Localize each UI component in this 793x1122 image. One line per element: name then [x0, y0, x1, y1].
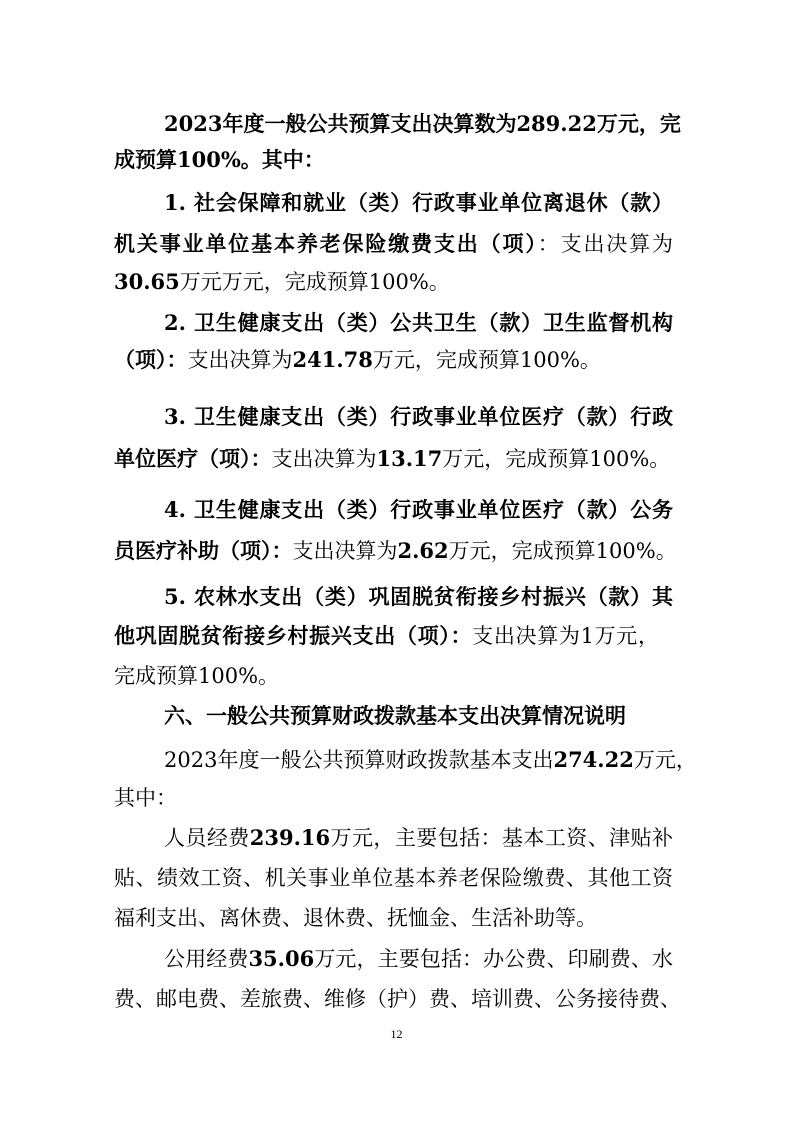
text-run: 费、邮电费、差旅费、维修（护）费、培训费、公务接待费、 — [114, 987, 681, 1011]
text-line — [114, 784, 177, 812]
text-run: 福利支出、离休费、退休费、抚恤金、生活补助等。 — [114, 906, 597, 930]
text-run: 单位医疗（项）： — [114, 446, 272, 471]
text-run: 万元，完成预算100%。 — [448, 539, 677, 563]
text-run: 完成预算100%。 — [114, 664, 280, 688]
page-number: 12 — [390, 1027, 403, 1041]
text-run: 2. 卫生健康支出（类）公共卫生（款）卫生监督机构 — [164, 310, 673, 335]
text-run: 3. 卫生健康支出（类）行政事业单位医疗（款）行政 — [164, 404, 673, 429]
text-run: 万元，主要包括：办公费、印刷费、水 — [314, 947, 674, 971]
text-run: 支出决算为 — [271, 447, 377, 471]
text-line — [114, 445, 670, 473]
text-line — [114, 230, 673, 258]
text-line — [164, 746, 697, 774]
text-line — [114, 985, 681, 1013]
text-run: 274.22 — [553, 747, 634, 772]
text-run: 万元，主要包括：基本工资、津贴补 — [330, 826, 674, 850]
text-line — [164, 309, 673, 337]
text-run: 万元， — [633, 748, 697, 772]
text-run: 241.78 — [292, 347, 373, 372]
text-line — [164, 945, 673, 973]
text-run: 2023年度一般公共预算财政拨款基本支出 — [164, 748, 554, 772]
text-run: 13.17 — [376, 446, 443, 471]
text-run: ：支出决算为 — [537, 232, 674, 256]
text-line — [114, 904, 597, 932]
text-line — [114, 268, 450, 296]
text-line — [114, 662, 279, 690]
text-line — [114, 864, 673, 892]
text-run: 贴、绩效工资、机关事业单位基本养老保险缴费、其他工资 — [114, 866, 673, 890]
text-run: 239.16 — [249, 825, 331, 850]
text-run: 万元，完成预算100%。 — [372, 348, 601, 372]
text-line — [164, 110, 681, 138]
text-run: 30.65 — [114, 269, 180, 294]
text-run: 万元，完成预算100%。 — [442, 447, 671, 471]
text-run: 2023年度一般公共预算支出决算数为289.22万元，完 — [164, 111, 681, 136]
text-run: 人员经费 — [164, 826, 250, 850]
text-run: 机关事业单位基本养老保险缴费支出（项） — [114, 231, 538, 256]
text-line — [114, 146, 325, 174]
text-run: 35.06 — [248, 946, 315, 971]
text-run: 六、一般公共预算财政拨款基本支出决算情况说明 — [164, 703, 626, 728]
text-run: 公用经费 — [164, 947, 249, 971]
text-run: 成预算100%。其中： — [114, 147, 325, 172]
text-run: 1. 社会保障和就业（类）行政事业单位离退休（款） — [164, 190, 673, 215]
text-line — [114, 622, 659, 650]
text-run: 支出决算为 — [187, 348, 293, 372]
text-run: 2.62 — [397, 538, 449, 563]
text-line — [164, 496, 673, 524]
text-run: 5. 农林水支出（类）巩固脱贫衔接乡村振兴（款）其 — [164, 584, 673, 609]
text-line — [164, 403, 673, 431]
text-run: 万元万元，完成预算100%。 — [179, 270, 450, 294]
section-heading — [164, 702, 626, 730]
text-line — [164, 824, 673, 852]
text-line — [164, 189, 673, 217]
text-run: 他巩固脱贫衔接乡村振兴支出（项）： — [114, 623, 473, 648]
text-run: 支出决算为 — [292, 539, 398, 563]
text-run: （项）： — [114, 347, 188, 372]
text-run: 4. 卫生健康支出（类）行政事业单位医疗（款）公务 — [164, 497, 673, 522]
text-run: 支出决算为1万元， — [472, 624, 659, 648]
text-run: 员医疗补助（项）： — [114, 538, 293, 563]
text-run: 其中： — [114, 786, 177, 810]
text-line — [114, 346, 601, 374]
text-line — [164, 583, 673, 611]
text-line — [114, 537, 677, 565]
